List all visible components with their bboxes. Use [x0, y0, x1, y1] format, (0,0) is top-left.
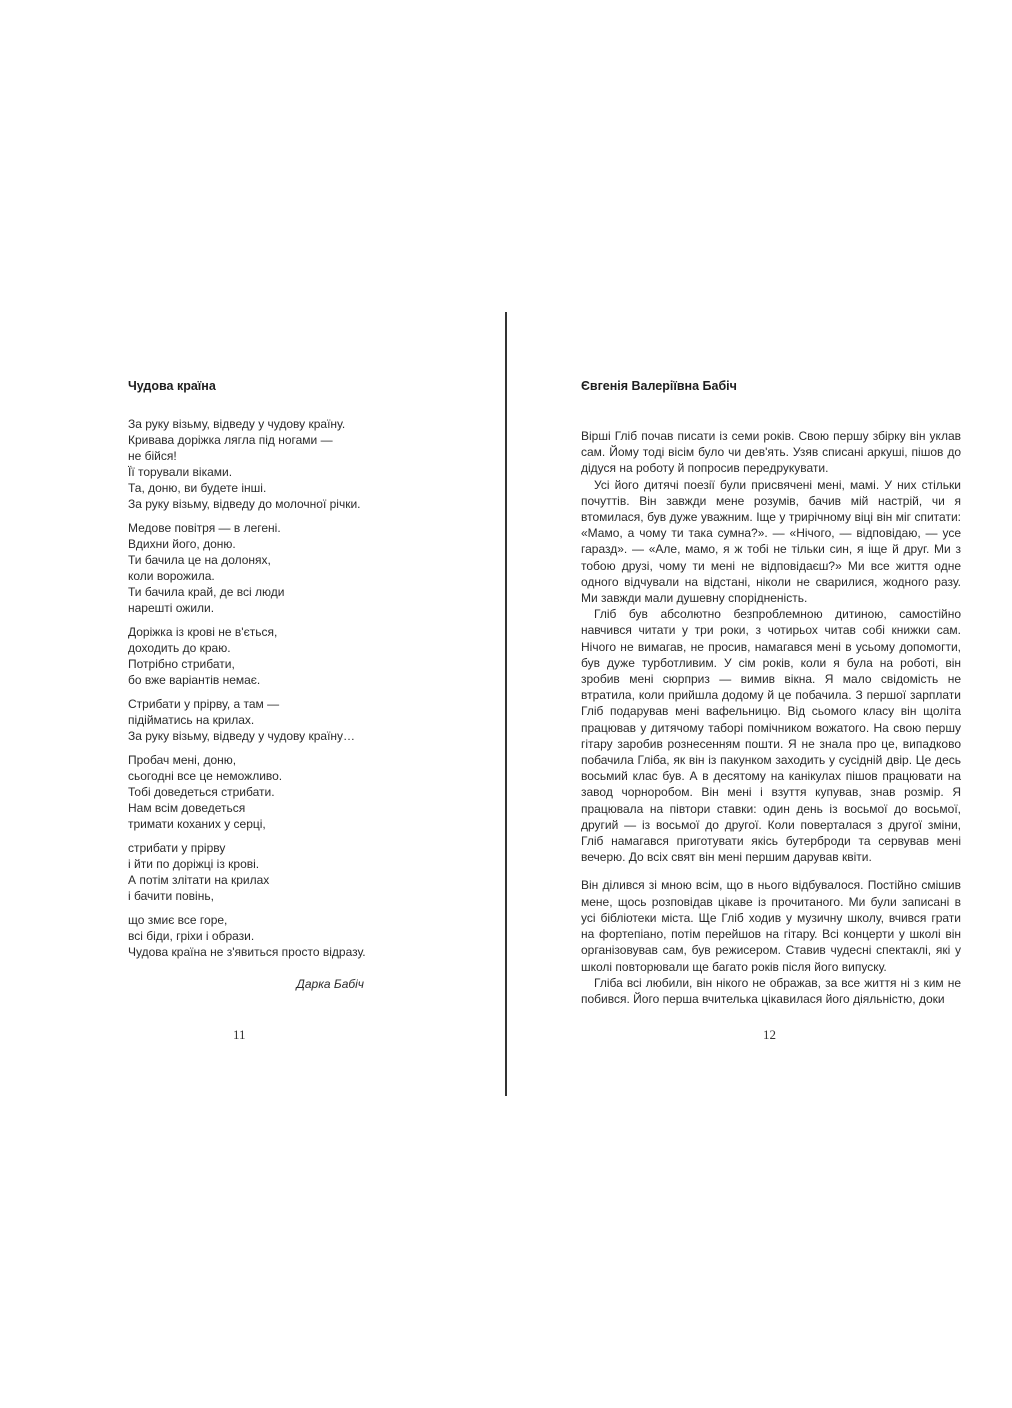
poem-line: і бачити повінь,	[128, 889, 214, 903]
page-gutter-divider	[505, 312, 507, 1096]
poem-line: підійматись на крилах.	[128, 713, 255, 727]
paragraph: Усі його дитячі поезії були присвячені мені, мамі. У них стільки почуттів. Він завжди мене розумів, бачив мій настрій, чи я втомилася, був дуже уважним. Іще у трирічному віці він міг спитати: «Мамо, а чому ти така сумна?». — «Нічого, — відповідаю, — усе гаразд». — «Але, мамо, я ж тобі не тільки син, я іще й друг. Ми з тобою друзі, чому ти мені не відповідаєш?» Ми все життя одне одного відчували на відстані, ніколи не сварилися, жодного разу. Ми завжди мали душевну спорідненість.	[581, 477, 961, 606]
poem-line: Нам всім доведеться	[128, 801, 246, 815]
right-page	[581, 378, 961, 1007]
page-number-left: 11	[233, 1027, 246, 1042]
left-page	[128, 378, 368, 992]
section-break	[581, 865, 961, 877]
paragraph: Він ділився зі мною всім, що в нього відбувалося. Постійно смішив мене, щось розповідав цікаве із прочитаного. Ми були записані в усі бібліотеки міста. Ще Гліб ходив у музичну школу, вчився грати на фортепіано, потім перейшов на гітару. Всі концерти у школі він організовував сам, був режисером. Ставив чудесні спектаклі, які у школі повторювали ще багато років після його випуску.	[581, 878, 961, 974]
poem-line: Її торували віками.	[128, 465, 233, 479]
poem-line: Пробач мені, доню,	[128, 753, 237, 767]
poem-author: Дарка Бабіч	[296, 977, 364, 991]
poem-line: Тобі доведеться стрибати.	[128, 785, 275, 799]
poem-line: що змиє все горе,	[128, 913, 228, 927]
poem-line: доходить до краю.	[128, 641, 231, 655]
poem-line: Доріжка із крові не в'ється,	[128, 625, 278, 639]
poem-line: стрибати у прірву	[128, 841, 226, 855]
paragraph: Гліб був абсолютно безпроблемною дитиною, самостійно навчився читати у три роки, з чотирьох читав собі книжки сам. Нічого не вимагав, не просив, намагався мені в усьому допомогти, був дуже турботливим. У сім років, коли я була на роботі, він зробив мені сюрприз — вимив вікна. Я мало свідомість не втратила, коли прийшла додому й це побачила. З першої зарплати Гліб подарував мені вафельницю. Від сьомого класу він щоліта працював у дитячому таборі помічником вожатого. На свою першу гітару заробив рознесенням пошти. Я не знала про це, випадково побачила Гліба, як він із пакунком заходить у сусідній двір. Це десь восьмий клас був. А в десятому на канікулах пішов працювати на завод чорноробом. Він мені і взуття купував, знав розмір. Я працювала на півтори ставки: один день із восьмої до восьмої, другий — із восьмої до другої. Коли поверталася з другої зміни, Гліб намагався приготувати якісь бутерброди та сервував мені вечерю. До всіх свят він мені першим дарував квіти.	[581, 607, 961, 865]
poem-line: Та, доню, ви будете інші.	[128, 481, 267, 495]
poem-line: За руку візьму, відведу у чудову країну.	[128, 417, 346, 431]
stanza	[128, 912, 368, 960]
poem-line: Кривава доріжка лягла під ногами —	[128, 433, 333, 447]
poem-line: Ти бачила це на долонях,	[128, 553, 271, 567]
stanza	[128, 696, 368, 744]
poem-line: Медове повітря — в легені.	[128, 521, 281, 535]
poem-line: За руку візьму, відведу у чудову країну…	[128, 729, 356, 743]
poem-line: бо вже варіантів немає.	[128, 673, 261, 687]
poem-line: всі біди, гріхи і образи.	[128, 929, 255, 943]
stanza	[128, 840, 368, 904]
poem-line: Чудова країна не з'явиться просто відразу.	[128, 945, 366, 959]
poem-title: Чудова країна	[128, 379, 216, 393]
poem-line: Потрібно стрибати,	[128, 657, 235, 671]
poem-line: не бійся!	[128, 449, 177, 463]
poem-line: і йти по доріжці із крові.	[128, 857, 260, 871]
poem-line: Ти бачила край, де всі люди	[128, 585, 285, 599]
poem-line: сьогодні все це неможливо.	[128, 769, 283, 783]
paragraph: Вірші Гліб почав писати із семи років. Свою першу збірку він уклав сам. Йому тоді вісім було чи дев'ять. Узяв списані аркуші, пішов до дідуся на роботу й попросив передрукувати.	[581, 429, 961, 476]
poem-line: А потім злітати на крилах	[128, 873, 270, 887]
poem-line: Вдихни його, доню.	[128, 537, 236, 551]
stanza	[128, 416, 368, 512]
paragraph: Гліба всі любили, він нікого не ображав, за все життя ні з ким не побився. Його перша вчителька цікавилася його діяльністю, доки	[581, 975, 961, 1006]
poem-line: тримати коханих у серці,	[128, 817, 266, 831]
poem-line: За руку візьму, відведу до молочної річки.	[128, 497, 361, 511]
poem-body	[128, 416, 368, 960]
chapter-author-heading: Євгенія Валеріївна Бабіч	[581, 379, 737, 393]
poem-line: коли ворожила.	[128, 569, 215, 583]
stanza	[128, 752, 368, 832]
page-number-right: 12	[763, 1027, 776, 1042]
stanza	[128, 520, 368, 616]
stanza	[128, 624, 368, 688]
poem-line: нарешті ожили.	[128, 601, 215, 615]
poem-line: Стрибати у прірву, а там —	[128, 697, 280, 711]
